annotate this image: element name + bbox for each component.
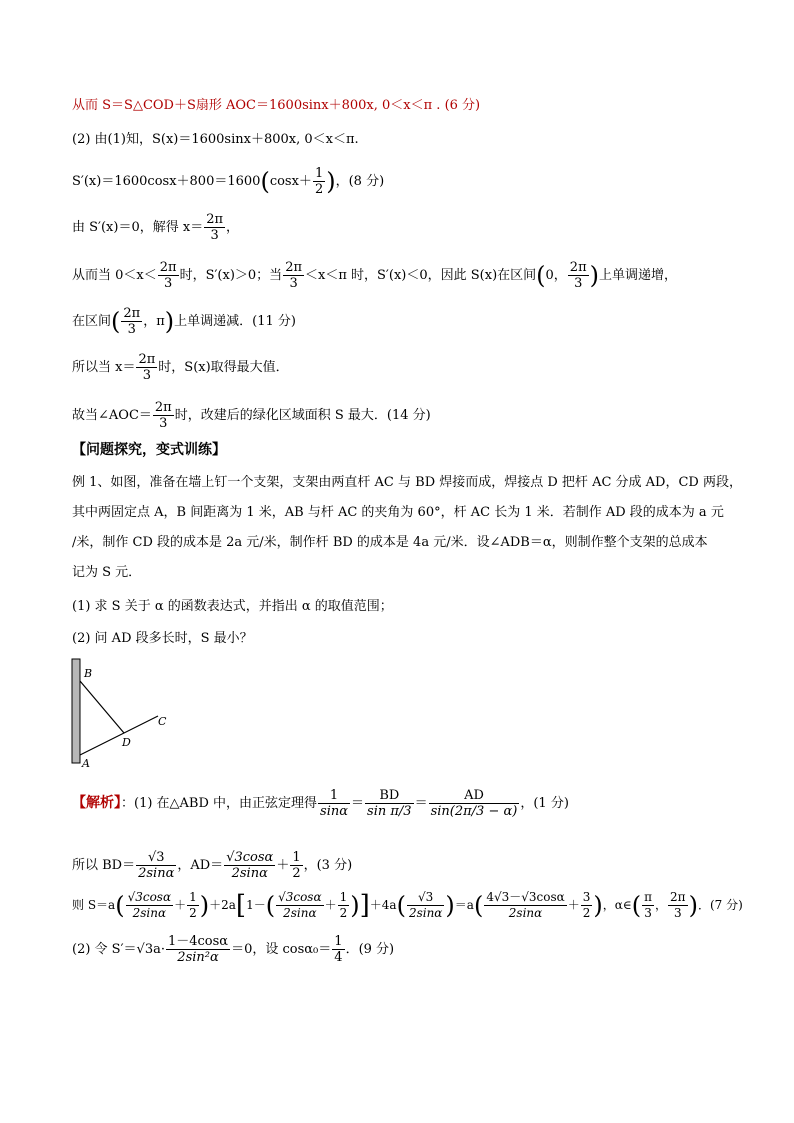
text-segment: 1－ bbox=[246, 898, 266, 912]
solution-line-6: 在区间( $\frac{2\pi}{3}$ ，π)上单调递减．(11 分) bbox=[72, 306, 296, 337]
fraction-one-half bbox=[313, 166, 325, 197]
fraction-denominator: 2sinα bbox=[231, 866, 268, 881]
fraction-denominator: 2 bbox=[582, 906, 591, 920]
fraction-numerator: 2π bbox=[138, 352, 156, 367]
question-1: (1) 求 S 关于 α 的函数表达式，并指出 α 的取值范围； bbox=[72, 599, 393, 614]
solution-line-5: 从而当 0＜x＜ $\frac{2\pi}{3}$ 时，S′(x)＞0；当 $\frac{2\pi}{3}$ ＜x＜π 时，S′(x)＜0，因此 S(x)在区间(0， $\frac{2\pi}{3}$ )上单调递增， bbox=[72, 260, 678, 291]
fraction-denominator: 2sinα bbox=[408, 906, 443, 920]
score-note: ．(9 分) bbox=[345, 942, 395, 957]
fraction-denominator: 2sin²α bbox=[177, 950, 219, 965]
fraction bbox=[166, 934, 230, 965]
text-segment: ＋2a bbox=[209, 898, 236, 912]
text-segment: 在区间 bbox=[72, 314, 112, 329]
example-text-3: /米，制作 CD 段的成本是 2a 元/米，制作杆 BD 的成本是 4a 元/米．设∠ADB＝α，则制作整个支架的总成本 bbox=[72, 535, 708, 550]
label-a: A bbox=[82, 757, 90, 770]
fraction-denominator: 3 bbox=[289, 276, 298, 291]
fraction-numerator: √3cosα bbox=[226, 850, 274, 865]
fraction bbox=[642, 890, 654, 921]
fraction bbox=[407, 890, 444, 921]
solution-2-line-2: 所以 BD＝ $\frac{√3}{2\sin\alpha}$ ，AD＝ $\frac{√3\cos\alpha}{2\sin\alpha}$ ＋ $\frac{1}{2}$ ，(3 分) bbox=[72, 850, 353, 881]
text-segment: (2) 令 S′＝√3a· bbox=[72, 942, 165, 957]
fraction-numerator: 1－4cosα bbox=[167, 934, 229, 949]
text-segment: 则 S＝a bbox=[72, 898, 116, 912]
text-segment: 上单调递增， bbox=[599, 268, 678, 283]
text-segment: ：(1) 在△ABD 中，由正弦定理得 bbox=[121, 796, 318, 811]
fraction-denominator: 2 bbox=[339, 906, 348, 920]
solution-2-line-1: 【解析】：(1) 在△ABD 中，由正弦定理得 $\frac{1}{\sin\alpha}$ ＝ $\frac{BD}{\text{sin π/3}}$ ＝ $\frac{AD}{\sin(2\pi/3 - \alpha)}$ ，(1 分) bbox=[72, 788, 569, 819]
derivative-inner: cosx＋ bbox=[269, 174, 312, 189]
label-c: C bbox=[158, 715, 167, 728]
fraction-numerator: 1 bbox=[334, 934, 343, 949]
fraction-numerator: 1 bbox=[314, 166, 324, 181]
solution-line-3: S′(x)＝1600cosx＋800＝1600(cosx＋ $\frac{1}{2}$ )，(8 分) bbox=[72, 166, 385, 197]
fraction-denominator: 2sinα bbox=[138, 866, 175, 881]
solution-line-8 bbox=[72, 400, 431, 431]
fraction-numerator: BD bbox=[365, 788, 414, 804]
fraction-denominator: 3 bbox=[159, 416, 168, 431]
fraction-numerator: 2π bbox=[123, 306, 141, 321]
fraction-denominator: 2sinα bbox=[132, 906, 167, 920]
fraction-denominator: 2 bbox=[314, 182, 324, 197]
text-segment: ＝0，设 cosα₀＝ bbox=[231, 942, 332, 957]
fraction bbox=[365, 788, 414, 819]
fraction-numerator: √3cosα bbox=[278, 890, 322, 904]
fraction bbox=[581, 890, 593, 921]
text-segment: 所以 BD＝ bbox=[72, 858, 136, 873]
fraction-numerator: 4√3－√3cosα bbox=[486, 890, 565, 904]
fraction-two-pi-over-three bbox=[283, 260, 304, 291]
section-heading: 【问题探究，变式训练】 bbox=[72, 442, 226, 458]
fraction-numerator: 2π bbox=[154, 400, 172, 415]
text-segment: ，α∈ bbox=[602, 898, 632, 912]
fraction-denominator: 3 bbox=[673, 906, 682, 920]
fraction-numerator: 1 bbox=[189, 890, 197, 904]
fraction bbox=[276, 890, 324, 921]
fraction-denominator: 2 bbox=[292, 866, 301, 881]
fraction-numerator: AD bbox=[429, 788, 520, 804]
fraction bbox=[224, 850, 275, 881]
fraction bbox=[290, 850, 302, 881]
fraction-denominator: 2sinα bbox=[508, 906, 543, 920]
fraction-denominator: 3 bbox=[210, 228, 219, 243]
fraction-two-pi-over-three bbox=[121, 306, 142, 337]
solution-line-4 bbox=[72, 212, 239, 243]
fraction-denominator: 2 bbox=[189, 906, 197, 920]
fraction-two-pi-over-three bbox=[153, 400, 174, 431]
fraction-numerator: 2π bbox=[670, 890, 686, 904]
solve-text: 由 S′(x)＝0，解得 x＝ bbox=[72, 220, 204, 235]
text-segment: ＜x＜π 时，S′(x)＜0，因此 S(x)在区间 bbox=[305, 268, 537, 283]
fraction-numerator: 1 bbox=[292, 850, 301, 865]
text-segment: 时，S(x)取得最大值． bbox=[158, 360, 289, 375]
solution-2-line-3: 则 S＝a( $\frac{√3\cos\alpha}{2\sin\alpha}$ ＋ $\frac{1}{2}$ )＋2a[1－( $\frac{√3\cos\alpha}{2\sin\alpha}$ ＋ $\frac{1}{2}$ )]＋4a( $\frac{√3}{2\sin\alpha}$ )＝a( $\frac{4√3-√3\cos\alpha}{2\sin\alpha}$ ＋ $\frac{3}{2}$ )，α∈( $\frac{\pi}{3}$ ， $\frac{2\pi}{3}$ )．(7 分) bbox=[72, 890, 743, 921]
solution-line-7 bbox=[72, 352, 289, 383]
fraction-numerator: √3 bbox=[407, 890, 444, 906]
fraction bbox=[318, 788, 350, 819]
text-segment: 上单调递减．(11 分) bbox=[174, 314, 296, 329]
example-text-1: 例 1、如图，准备在墙上钉一个支架，支架由两直杆 AC 与 BD 焊接而成，焊接点 D 把杆 AC 分成 AD，CD 两段， bbox=[72, 475, 742, 490]
label-d: D bbox=[122, 736, 131, 749]
solution-line-1: 从而 S＝S△COD＋S扇形 AOC＝1600sinx＋800x, 0＜x＜π . (6 分) bbox=[72, 98, 481, 113]
fraction-denominator: 3 bbox=[127, 322, 136, 337]
text-segment: 时，改建后的绿化区域面积 S 最大．(14 分) bbox=[174, 408, 431, 423]
fraction-two-pi-over-three bbox=[136, 352, 157, 383]
text-segment: 所以当 x＝ bbox=[72, 360, 136, 375]
text-segment: ＋4a bbox=[369, 898, 397, 912]
fraction-denominator: 4 bbox=[334, 950, 343, 965]
fraction-two-pi-over-three bbox=[204, 212, 225, 243]
fraction-numerator: 2π bbox=[285, 260, 303, 275]
rod-bd bbox=[80, 681, 124, 733]
fraction-denominator: 3 bbox=[644, 906, 652, 920]
rod-ac bbox=[80, 716, 158, 755]
fraction-denominator: 3 bbox=[574, 276, 583, 291]
score-note: ，(3 分) bbox=[303, 858, 353, 873]
fraction-two-pi-over-three bbox=[158, 260, 179, 291]
example-text-2: 其中两固定点 A，B 间距离为 1 米，AB 与杆 AC 的夹角为 60°，杆 AC 长为 1 米．若制作 AD 段的成本为 a 元 bbox=[72, 505, 724, 520]
fraction-denominator: sinα bbox=[320, 804, 349, 819]
fraction-denominator: 3 bbox=[164, 276, 173, 291]
fraction-denominator: sin π/3 bbox=[367, 804, 412, 819]
text-segment: 0， bbox=[545, 268, 567, 283]
fraction-denominator: sin(2π/3 − α) bbox=[430, 804, 518, 819]
fraction-numerator: 1 bbox=[318, 788, 350, 804]
derivative-expression: S′(x)＝1600cosx＋800＝1600 bbox=[72, 174, 261, 189]
solution-2-line-4 bbox=[72, 934, 394, 965]
fraction bbox=[187, 890, 199, 921]
fraction-numerator: 2π bbox=[206, 212, 224, 227]
fraction-numerator: 2π bbox=[569, 260, 587, 275]
fraction bbox=[668, 890, 688, 921]
score-note: ，(1 分) bbox=[520, 796, 569, 811]
text-segment: 从而当 0＜x＜ bbox=[72, 268, 157, 283]
fraction-denominator: 2sinα bbox=[283, 906, 317, 920]
fraction bbox=[136, 850, 176, 881]
fraction bbox=[484, 890, 566, 921]
fraction-numerator: √3 bbox=[136, 850, 176, 866]
score-note: ．(7 分) bbox=[697, 898, 743, 912]
fraction-numerator: √3cosα bbox=[127, 890, 172, 904]
fraction-numerator: 2π bbox=[159, 260, 177, 275]
bracket-figure bbox=[66, 655, 176, 770]
text-segment: 故当∠AOC＝ bbox=[72, 408, 152, 423]
text-segment: ＝a bbox=[454, 898, 474, 912]
score-note: ，(8 分) bbox=[335, 174, 385, 189]
fraction-numerator: π bbox=[644, 890, 653, 904]
fraction-numerator: 1 bbox=[339, 890, 348, 904]
text-segment: ，AD＝ bbox=[177, 858, 224, 873]
example-text-4: 记为 S 元． bbox=[72, 565, 142, 580]
wall bbox=[72, 659, 80, 763]
label-b: B bbox=[84, 667, 93, 680]
fraction-denominator: 3 bbox=[142, 368, 152, 383]
fraction bbox=[338, 890, 350, 921]
fraction-two-pi-over-three bbox=[568, 260, 589, 291]
fraction bbox=[429, 788, 520, 819]
analysis-tag: 【解析】 bbox=[72, 795, 121, 811]
solution-line-2: (2) 由(1)知，S(x)＝1600sinx＋800x, 0＜x＜π. bbox=[72, 132, 359, 147]
text-segment: 时，S′(x)＞0；当 bbox=[179, 268, 283, 283]
question-2: (2) 问 AD 段多长时，S 最小？ bbox=[72, 631, 253, 646]
fraction bbox=[126, 890, 174, 921]
punctuation: ， bbox=[226, 220, 240, 235]
text-segment: ，π bbox=[143, 314, 165, 329]
fraction-numerator: 3 bbox=[582, 890, 591, 904]
fraction bbox=[332, 934, 344, 965]
